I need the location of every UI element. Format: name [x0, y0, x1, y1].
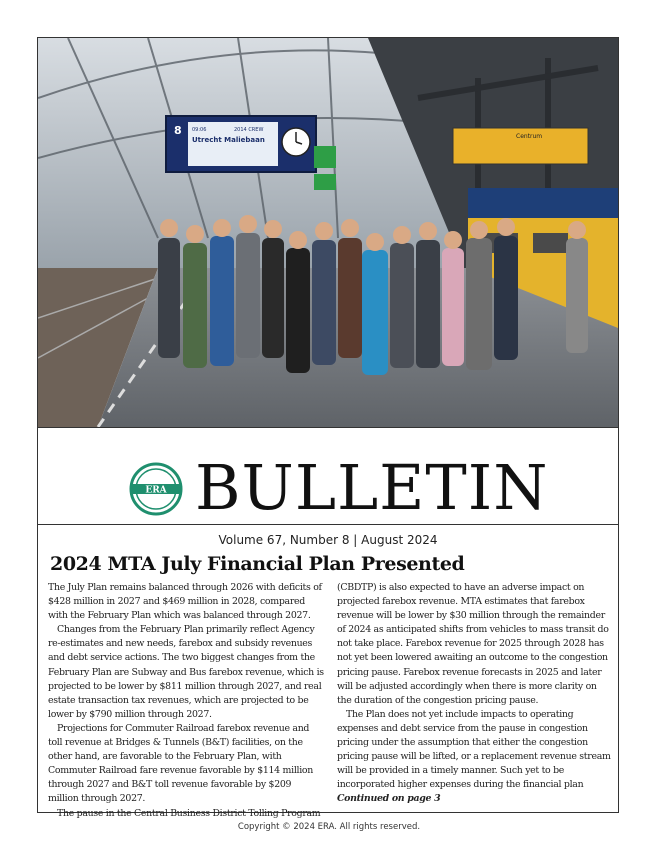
logo-text: ERA: [145, 485, 167, 496]
article-body: [48, 581, 613, 821]
platform-sign-time: 09:06: [192, 127, 207, 133]
copyright-notice: Copyright © 2024 ERA. All rights reserved.: [237, 822, 421, 832]
platform-sign-destination: Utrecht Maliebaan: [192, 136, 265, 144]
paragraph: [337, 708, 613, 807]
paragraph: The July Plan remains balanced through 2026 with deficits of $428 million in 2027 and $469 million in 2028, compared with the February Plan which was balanced through 2027.: [48, 582, 322, 622]
cover-photo: [38, 38, 618, 428]
paragraph-text: The Plan does not yet include impacts to operating expenses and debt service from the pause in congestion pricing under the assumption that either the congestion pricing pause will be lifted, or a replacement revenue stream will be provided in a timely manner. Such yet to be incorporated higher expenses during the financial plan: [337, 708, 611, 791]
platform-sign-number: 8: [174, 124, 182, 137]
issue-line: Volume 67, Number 8 | August 2024: [218, 533, 438, 547]
masthead: [38, 427, 618, 525]
era-logo-icon: [129, 462, 183, 516]
paragraph: The pause in the Central Business District Tolling Program: [57, 807, 321, 819]
paragraph: Changes from the February Plan primarily reflect Agency re-estimates and new needs, farebox and subsidy revenues and debt service actions. The two biggest changes from the February Plan are Subway and Bus farebox revenue, which is projected to be lower by $811 million through 2027, and real estate transaction tax revenues, which are projected to be lower by $790 million through 2027.: [48, 624, 324, 720]
article-column-right: [337, 581, 613, 821]
overhead-sign-text: Centrum: [516, 133, 543, 140]
page-frame: [37, 37, 619, 819]
paragraph: Projections for Commuter Railroad farebox revenue and toll revenue at Bridges & Tunnels (B&T) facilities, on the other hand, are favorable to the February Plan, with Commuter Railroad fare revenue favorable by $114 million through 2027 and B&T toll revenue favorable by $209 million through 2027.: [48, 722, 313, 805]
paragraph: (CBDTP) is also expected to have an adverse impact on projected farebox revenue. MTA estimates that farebox revenue will be lower by $30 million through the remainder of 2024 as anticipated shifts from vehicles to mass transit do not take place. Farebox revenue for 2025 through 2028 has not yet been lowered awaiting an outcome to the congestion pricing pause. Farebox revenue forecasts in 2025 and later will be adjusted accordingly when there is more clarity on the duration of the congestion pricing pause.: [337, 582, 609, 706]
article-headline: 2024 MTA July Financial Plan Presented: [50, 553, 465, 575]
platform-sign-code: 2014 CREW: [234, 127, 264, 133]
publication-title: BULLETIN: [195, 451, 549, 524]
continued-link[interactable]: Continued on page 3: [337, 793, 441, 805]
article-column-left: [48, 581, 324, 821]
